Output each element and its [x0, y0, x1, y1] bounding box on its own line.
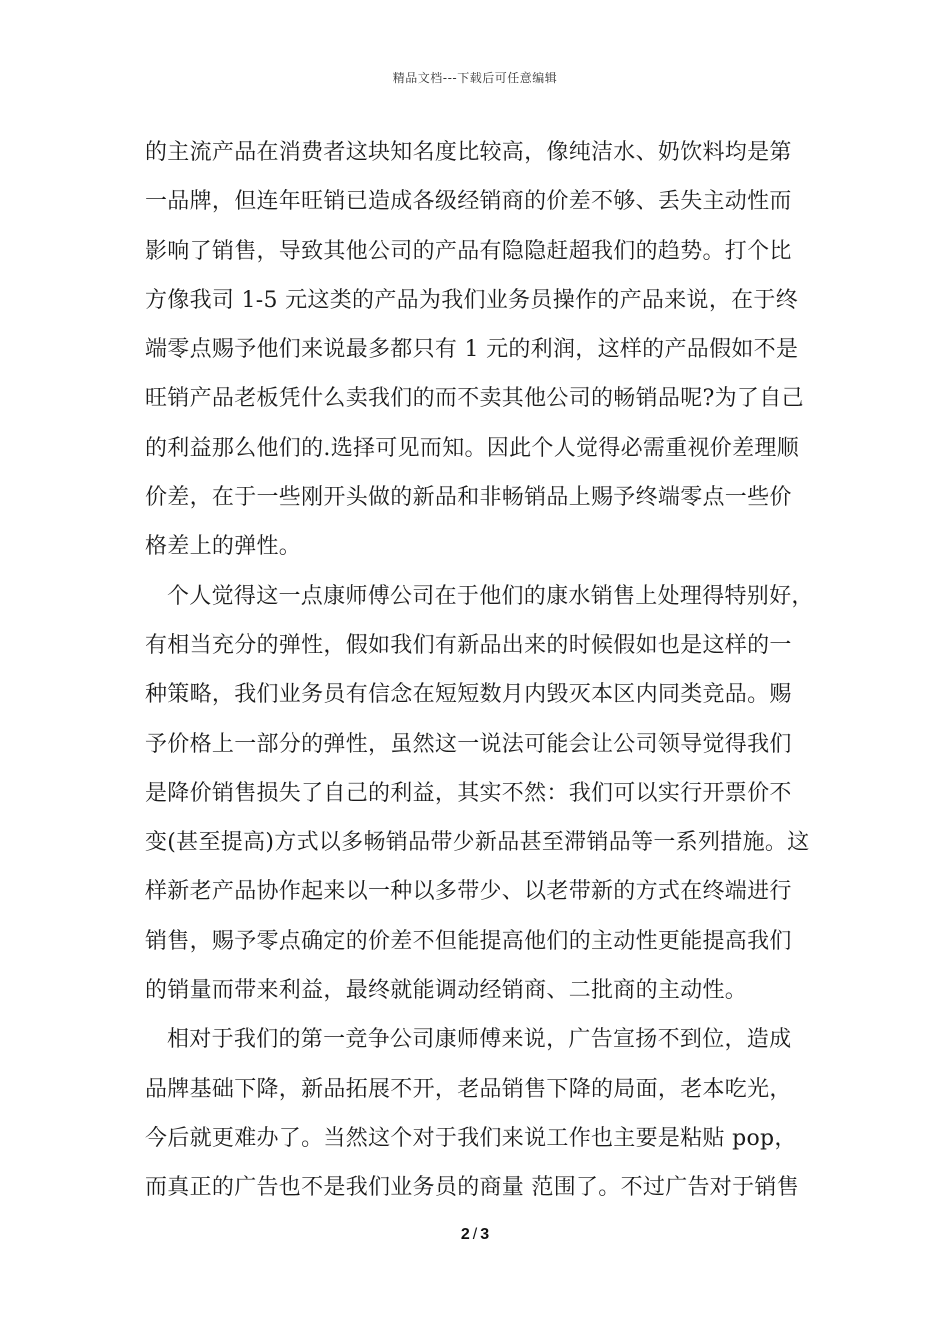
current-page: 2 [460, 1226, 470, 1243]
text-line: 个人觉得这一点康师傅公司在于他们的康水销售上处理得特别好， [167, 583, 814, 609]
text-line: 价差，在于一些刚开头做的新品和非畅销品上赐予终端零点一些价 [145, 485, 792, 511]
text-line: 样新老产品协作起来以一种以多带少、以老带新的方式在终端进行 [145, 879, 792, 905]
page-header: 精品文档---下载后可任意编辑 [392, 71, 558, 85]
paragraph-1 [145, 128, 810, 572]
paragraph-3 [145, 1015, 810, 1212]
text-line: 品牌基础下降，新品拓展不开，老品销售下降的局面，老本吃光， [145, 1076, 792, 1102]
total-pages: 3 [480, 1226, 490, 1243]
text-line: 种策略，我们业务员有信念在短短数月内毁灭本区内同类竞品。赐 [145, 682, 792, 708]
text-line: 旺销产品老板凭什么卖我们的而不卖其他公司的畅销品呢?为了自己 [145, 386, 804, 412]
page-number [0, 1226, 950, 1244]
text-line: 予价格上一部分的弹性，虽然这一说法可能会让公司领导觉得我们 [145, 731, 792, 757]
text-line: 而真正的广告也不是我们业务员的商量 范围了。不过广告对于销售 [145, 1175, 799, 1201]
text-line: 的销量而带来利益，最终就能调动经销商、二批商的主动性。 [145, 978, 748, 1004]
text-line: 格差上的弹性。 [145, 534, 302, 560]
text-line: 的主流产品在消费者这块知名度比较高，像纯洁水、奶饮料均是第 [145, 140, 792, 165]
text-line: 端零点赐予他们来说最多都只有 1 元的利润，这样的产品假如不是 [145, 337, 799, 363]
page-separator: / [472, 1226, 478, 1243]
document-body [145, 128, 814, 1213]
text-line: 影响了销售，导致其他公司的产品有隐隐赶超我们的趋势。打个比 [145, 238, 792, 264]
text-line: 今后就更难办了。当然这个对于我们来说工作也主要是粘贴 pop， [145, 1125, 797, 1151]
text-line: 一品牌，但连年旺销已造成各级经销商的价差不够、丢失主动性而 [145, 189, 792, 215]
text-line: 是降价销售损失了自己的利益，其实不然：我们可以实行开票价不 [145, 780, 792, 806]
text-line: 相对于我们的第一竞争公司康师傅来说，广告宣扬不到位，造成 [167, 1027, 792, 1053]
paragraph-2 [145, 572, 814, 1016]
text-line: 有相当充分的弹性，假如我们有新品出来的时候假如也是这样的一 [145, 632, 792, 658]
text-line: 销售，赐予零点确定的价差不但能提高他们的主动性更能提高我们 [145, 928, 792, 954]
text-line: 的利益那么他们的.选择可见而知。因此个人觉得必需重视价差理顺 [145, 435, 799, 461]
text-line: 方像我司 1-5 元这类的产品为我们业务员操作的产品来说，在于终 [145, 287, 799, 313]
text-line: 变(甚至提高)方式以多畅销品带少新品甚至滞销品等一系列措施。这 [145, 830, 810, 856]
